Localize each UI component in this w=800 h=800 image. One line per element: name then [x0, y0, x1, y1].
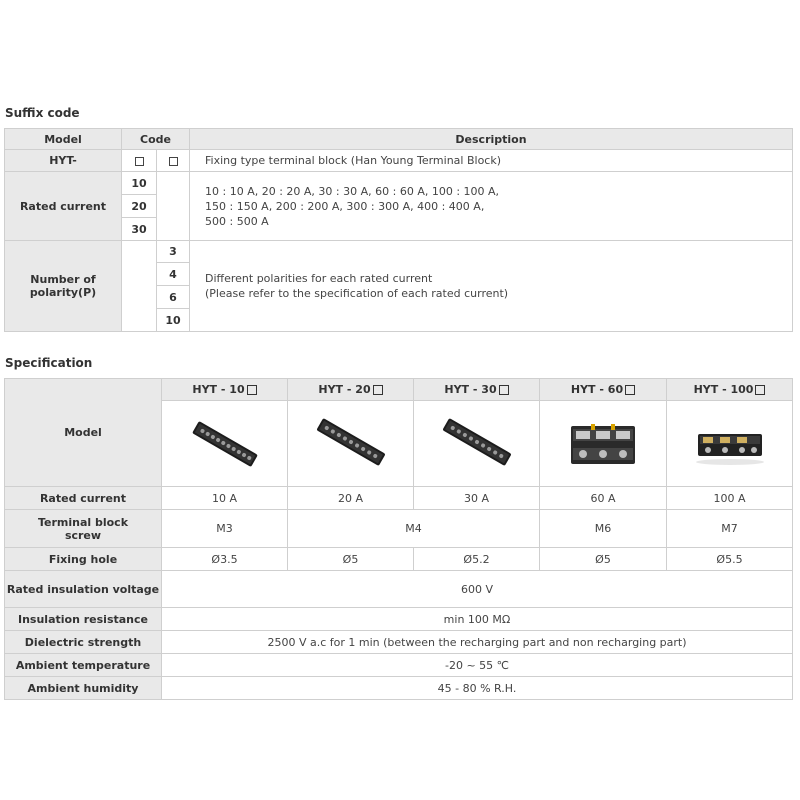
rated-current-hyt-60: 60 A	[540, 487, 667, 510]
polarity-description: Different polarities for each rated current (Please refer to the specification of each rated current)	[190, 241, 793, 332]
ambient-humidity-value: 45 - 80 % R.H.	[162, 677, 793, 700]
insulation-resistance-value: min 100 MΩ	[162, 608, 793, 631]
header-model: Model	[5, 129, 122, 150]
product-image-hyt-30	[414, 401, 540, 487]
rated-current-description: 10 : 10 A, 20 : 20 A, 30 : 30 A, 60 : 60 A, 100 : 100 A, 150 : 150 A, 200 : 200 A, 300 : 300 A, 400 : 400 A, 500 : 500 A	[190, 172, 793, 241]
current-code-20: 20	[122, 195, 157, 218]
model-hyt-100: HYT - 100	[667, 379, 793, 401]
insulation-voltage-label: Rated insulation voltage	[5, 571, 162, 608]
screw-label: Terminal block screw	[5, 510, 162, 548]
polarity-code-3: 3	[157, 241, 190, 263]
polarity-code-10: 10	[157, 309, 190, 332]
screw-m4: M4	[288, 510, 540, 548]
spec-model-label: Model	[5, 379, 162, 487]
fixing-hole-label: Fixing hole	[5, 548, 162, 571]
dielectric-strength-label: Dielectric strength	[5, 631, 162, 654]
rated-current-hyt-10: 10 A	[162, 487, 288, 510]
spec-rated-current-label: Rated current	[5, 487, 162, 510]
ambient-humidity-label: Ambient humidity	[5, 677, 162, 700]
product-image-hyt-20	[288, 401, 414, 487]
fixing-hole-hyt-100: Ø5.5	[667, 548, 793, 571]
model-hyt-20: HYT - 20	[288, 379, 414, 401]
screw-m7: M7	[667, 510, 793, 548]
product-image-hyt-60	[540, 401, 667, 487]
specification-table	[4, 378, 793, 700]
header-code: Code	[122, 129, 190, 150]
polarity-code-4: 4	[157, 263, 190, 286]
specification-title: Specification	[5, 356, 93, 370]
rated-current-hyt-20: 20 A	[288, 487, 414, 510]
ambient-temperature-value: -20 ~ 55 ℃	[162, 654, 793, 677]
product-image-hyt-10	[162, 401, 288, 487]
screw-m6: M6	[540, 510, 667, 548]
insulation-resistance-label: Insulation resistance	[5, 608, 162, 631]
rated-current-label: Rated current	[5, 172, 122, 241]
model-hyt-60: HYT - 60	[540, 379, 667, 401]
insulation-voltage-value: 600 V	[162, 571, 793, 608]
model-prefix: HYT-	[5, 150, 122, 172]
polarity-label: Number of polarity(P)	[5, 241, 122, 332]
fixing-hole-hyt-10: Ø3.5	[162, 548, 288, 571]
model-hyt-10: HYT - 10	[162, 379, 288, 401]
product-image-hyt-100	[667, 401, 793, 487]
code-box-polarity	[157, 150, 190, 172]
rated-current-hyt-30: 30 A	[414, 487, 540, 510]
dielectric-strength-value: 2500 V a.c for 1 min (between the recharging part and non recharging part)	[162, 631, 793, 654]
suffix-code-title: Suffix code	[5, 106, 80, 120]
fixing-hole-hyt-20: Ø5	[288, 548, 414, 571]
ambient-temperature-label: Ambient temperature	[5, 654, 162, 677]
rated-current-hyt-100: 100 A	[667, 487, 793, 510]
fixing-hole-hyt-60: Ø5	[540, 548, 667, 571]
current-code-10: 10	[122, 172, 157, 195]
screw-m3: M3	[162, 510, 288, 548]
header-description: Description	[190, 129, 793, 150]
model-description: Fixing type terminal block (Han Young Terminal Block)	[190, 150, 793, 172]
fixing-hole-hyt-30: Ø5.2	[414, 548, 540, 571]
current-code-30: 30	[122, 218, 157, 241]
model-hyt-30: HYT - 30	[414, 379, 540, 401]
suffix-code-table	[4, 128, 793, 332]
code-box-current	[122, 150, 157, 172]
polarity-code-6: 6	[157, 286, 190, 309]
